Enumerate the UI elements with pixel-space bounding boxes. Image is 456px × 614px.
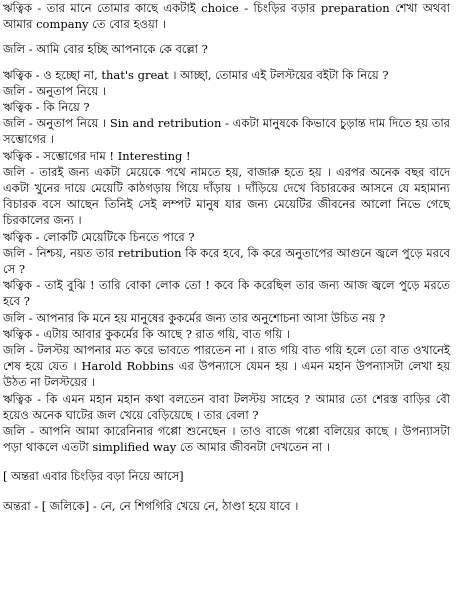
dialogue-line: ঋত্বিক - কি নিয়ে ? bbox=[3, 100, 90, 115]
dialogue-line: ঋত্বিক - লোকটি মেয়েটিকে চিনতে পারে ? bbox=[3, 229, 195, 244]
dialogue-line: ঋত্বিক - তার মানে তোমার কাছে একটাই choice - চিংড়ির বড়ার preparation শেখা অথবা আমার company তে বোর হওয়া । bbox=[3, 1, 450, 32]
dialogue-line: ঋত্বিক - সম্ভোগের দাম ! Interesting ! bbox=[3, 148, 191, 163]
dialogue-line: ঋত্বিক - তাই বুঝি ! তারি বোকা লোক তো ! কবে কি করেছিল তার জন্য আজ জ্বলে পুড়ে মরতে হবে ? bbox=[3, 278, 450, 309]
dialogue-line: ঋত্বিক - এটায় আবার কুকর্মের কি আছে ? রাত গয়ি, বাত গয়ি । bbox=[3, 326, 290, 341]
dialogue-line: জলি - অনুতাপ নিয়ে । Sin and retribution - একটা মানুষকে কিভাবে চুড়ান্ত দাম দিতে হয় তার সম্ভোগের । bbox=[3, 116, 450, 147]
dialogue-line: অন্তরা - [ জলিকে] - নে, নে শিগগিরি খেয়ে নে, ঠাণ্ডা হয়ে যাবে । bbox=[3, 498, 299, 513]
dialogue-line: ঋত্বিক - ও হচ্ছো না, that's great । আচ্ছা, তোমার এই টলস্টয়ের বইটা কি নিয়ে ? bbox=[3, 67, 389, 82]
dialogue-line: জলি - টলস্টয় আপনার মত করে ভাবতে পারতেন না । রাত গয়ি বাত গয়ি হলে তো বাত ওখানেই শেষ হয়ে যেত । Harold Robbins এর উপন্যাসে যেমন হয় । এমন মহান উপন্যাসটা লেখা হয় উঠত না টলস্টয়ের । bbox=[3, 343, 450, 390]
stage-direction: [ অন্তরা এবার চিংড়ির বড়া নিয়ে আসে] bbox=[3, 469, 184, 484]
dialogue-line: জলি - আপনার কি মনে হয় মানুষের কুকর্মের জন্য তার অনুশোচনা আসা উচিত নয় ? bbox=[3, 310, 386, 325]
dialogue-line: জলি - আপনি আমা কারেনিনার গপ্পো শুনেছেন । তাও বাজে গপ্পো বলিয়ের কাছে । উপন্যাসটা পড়া থাকলে এতটা simplified way তে আমার জীবনটা দেখতেন না । bbox=[3, 424, 450, 455]
dialogue-line: জলি - আমি বোর হচ্ছি আপনাকে কে বল্লো ? bbox=[3, 42, 208, 57]
dialogue-line: জলি - নিশ্চয়, নয়ত তার retribution কি করে হবে, কি করে অনুতাপের আগুনে জ্বলে পুড়ে মরবে সে ? bbox=[3, 245, 450, 277]
dialogue-line: জলি - অনুতাপ নিয়ে । bbox=[3, 83, 106, 98]
dialogue-line: জলি - তারই জন্য একটা মেয়েকে পথে নামতে হয়, বাজারু হতে হয় । এরপর অনেক বছর বাদে একটা খুনের দায়ে মেয়েটি কাঠগড়ায় গিয়ে দাঁড়ায় । দাঁড়িয়ে দেখে বিচারকের আসনে যে মহামান্য বিচারক বসে আছেন তিনিই সেই লম্পট মানুষ যার জন্য মেয়েটির জীবনের আলো নিভে গেছে চিরকালের জন্য । bbox=[3, 164, 450, 228]
dialogue-line: ঋত্বিক - কি এমন মহান মহান কথা বলতেন বাবা টলস্টয় সাহেব ? আমার তো শেরস্ত বাড়ির বৌ হয়েও অনেক ঘাটের জল খেয়ে বেড়িয়েছে । তার বেলা ? bbox=[3, 391, 450, 422]
